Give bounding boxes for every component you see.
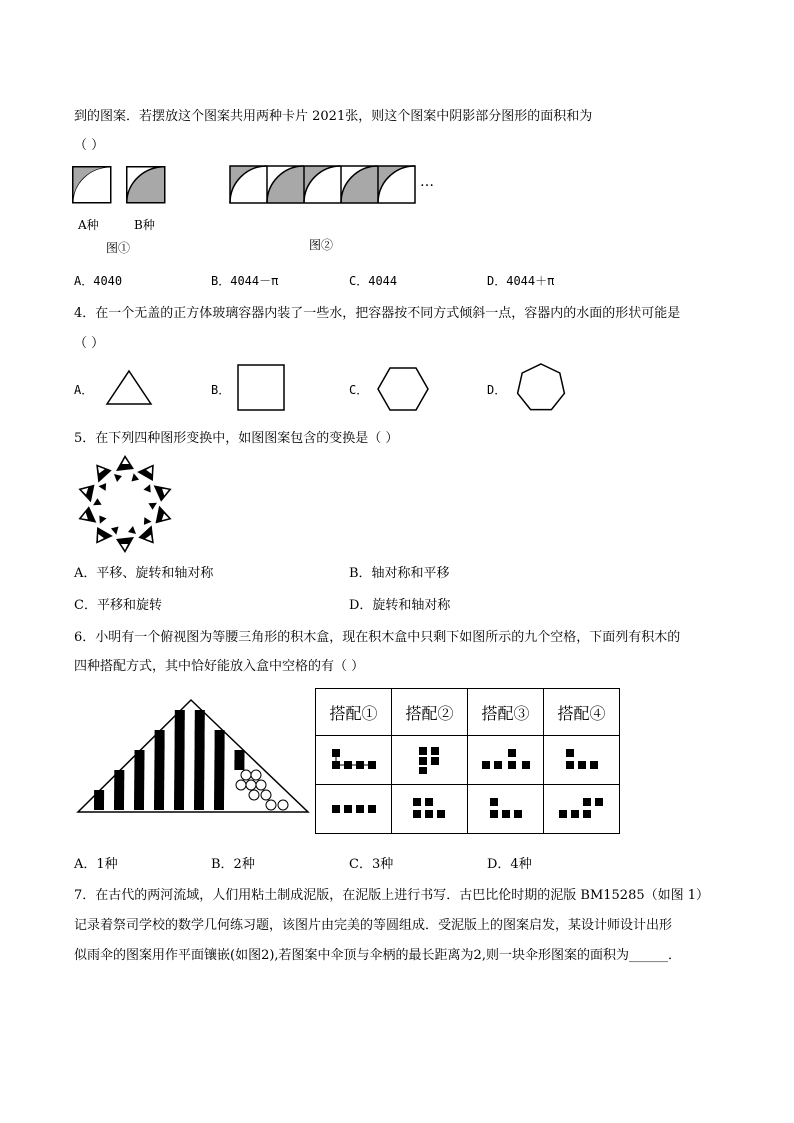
checker-block: [135, 750, 145, 760]
q6-arrangement-table: [315, 688, 620, 834]
q6-option-c[interactable]: C．3种: [349, 857, 394, 872]
arrangement-4-header: 搭配④: [544, 689, 620, 736]
q4-answer-paren: （ ）: [74, 336, 105, 351]
checker-block: [235, 750, 245, 760]
checker-block: [194, 760, 204, 770]
checker-block: [154, 780, 164, 790]
checker-block: [154, 770, 164, 780]
checker-block: [214, 790, 224, 800]
checker-block: [154, 790, 164, 800]
q5-rotational-pattern: [72, 452, 178, 556]
q7-line-3: 似雨伞的图案用作平面镶嵌(如图2),若图案中伞顶与伞柄的最长距离为2,则一块伞形图案的面积为______．: [74, 948, 681, 963]
arrangement-2-header: 搭配②: [392, 689, 468, 736]
q3-answer-paren: （ ）: [74, 138, 105, 153]
q3-option-a[interactable]: A．4040: [74, 274, 123, 288]
q5-option-c[interactable]: C．平移和旋转: [74, 598, 162, 613]
q6-option-a[interactable]: A．1种: [74, 857, 118, 872]
q6-checkerboard: [94, 710, 245, 810]
q6-option-d[interactable]: D．4种: [487, 857, 532, 872]
checker-block: [214, 800, 224, 810]
checker-block: [134, 780, 144, 790]
checker-block: [194, 800, 204, 810]
arrangement-4-piece-top: [544, 736, 620, 785]
q3-stem-tail: 到的图案．若摆放这个图案共用两种卡片 2021张，则这个图案中阴影部分图形的面积和为: [74, 109, 593, 124]
checker-block: [215, 740, 225, 750]
checker-block: [195, 750, 205, 760]
arrangement-1-header: 搭配①: [316, 689, 392, 736]
q4-option-a-triangle[interactable]: [106, 370, 154, 406]
q6-empty-spaces: [236, 770, 288, 810]
q3-option-d[interactable]: D．4044＋π: [487, 274, 555, 288]
arrangement-3-piece-bottom: [468, 785, 544, 834]
q5-option-a[interactable]: A．平移、旋转和轴对称: [74, 566, 214, 581]
figure-2-label: 图②: [309, 238, 334, 252]
arrangement-2-piece-top: [392, 736, 468, 785]
card-b-figure: [126, 166, 166, 204]
arrangement-1-piece-bottom: [316, 785, 392, 834]
checker-block: [175, 710, 185, 720]
q4-option-d-heptagon[interactable]: [516, 363, 566, 413]
checker-block: [134, 790, 144, 800]
arrangement-4-piece-bottom: [544, 785, 620, 834]
q5-option-b[interactable]: B．轴对称和平移: [349, 566, 450, 581]
checker-block: [154, 760, 164, 770]
checker-block: [174, 790, 184, 800]
checker-block: [214, 780, 224, 790]
checker-block: [194, 780, 204, 790]
q4-option-d-letter[interactable]: D．: [487, 383, 507, 397]
card-a-figure: [72, 166, 112, 204]
checker-block: [94, 790, 104, 800]
q4-stem: 4．在一个无盖的正方体玻璃容器内装了一些水，把容器按不同方式倾斜一点，容器内的水面的形状可能是: [74, 306, 681, 321]
checker-block: [195, 730, 205, 740]
checker-block: [214, 770, 224, 780]
checker-block: [134, 760, 144, 770]
checker-block: [174, 760, 184, 770]
q5-option-d[interactable]: D．旋转和轴对称: [349, 598, 451, 613]
q6-triangle-box: [76, 698, 312, 816]
checker-block: [175, 730, 185, 740]
card-b-label: B种: [134, 218, 155, 232]
checker-block: [114, 790, 124, 800]
checker-block: [195, 710, 205, 720]
checker-block: [175, 740, 185, 750]
card-row-figure: [229, 165, 419, 205]
checker-block: [195, 720, 205, 730]
checker-block: [155, 740, 165, 750]
q4-option-c-hexagon[interactable]: [377, 367, 429, 411]
checker-block: [94, 800, 104, 810]
arrangement-1-piece-top: [316, 736, 392, 785]
checker-block: [234, 760, 244, 770]
checker-block: [215, 730, 225, 740]
checker-block: [155, 750, 165, 760]
checker-block: [195, 740, 205, 750]
checker-block: [114, 780, 124, 790]
checker-block: [174, 800, 184, 810]
checker-block: [154, 800, 164, 810]
checker-block: [175, 720, 185, 730]
checker-block: [175, 750, 185, 760]
checker-block: [134, 770, 144, 780]
q4-option-a-letter[interactable]: A．: [74, 383, 94, 397]
q6-stem-line-1: 6．小明有一个俯视图为等腰三角形的积木盒，现在积木盒中只剩下如图所示的九个空格，下面列有积木的: [74, 630, 681, 645]
q3-option-c[interactable]: C．4044: [349, 274, 398, 288]
q5-stem: 5．在下列四种图形变换中，如图图案包含的变换是（ ）: [74, 431, 399, 446]
q4-option-b-letter[interactable]: B．: [211, 383, 231, 397]
arrangement-3-piece-top: [468, 736, 544, 785]
checker-block: [194, 770, 204, 780]
arrangement-3-header: 搭配③: [468, 689, 544, 736]
card-a-label: A种: [78, 218, 99, 232]
checker-block: [134, 800, 144, 810]
q6-stem-line-2: 四种搭配方式，其中恰好能放入盒中空格的有（ ）: [74, 659, 365, 674]
q7-line-2: 记录着祭司学校的数学几何练习题，该图片由完美的等圆组成．受泥版上的图案启发，某设计师设计出形: [74, 918, 673, 933]
checker-block: [174, 780, 184, 790]
checker-block: [214, 760, 224, 770]
q7-line-1: 7．在古代的两河流域，人们用粘土制成泥版，在泥版上进行书写．古巴比伦时期的泥版 BM15285（如图 1）: [74, 888, 710, 903]
q6-option-b[interactable]: B．2种: [211, 857, 255, 872]
checker-block: [155, 730, 165, 740]
checker-block: [215, 750, 225, 760]
arrangement-2-piece-bottom: [392, 785, 468, 834]
checker-block: [114, 770, 124, 780]
q4-option-b-square[interactable]: [237, 364, 286, 411]
checker-block: [194, 790, 204, 800]
checker-block: [114, 800, 124, 810]
q3-option-b[interactable]: B．4044－π: [211, 274, 279, 288]
figure-1-label: 图①: [106, 241, 131, 255]
q4-option-c-letter[interactable]: C．: [349, 383, 369, 397]
checker-block: [174, 770, 184, 780]
card-row-ellipsis: …: [420, 174, 434, 190]
